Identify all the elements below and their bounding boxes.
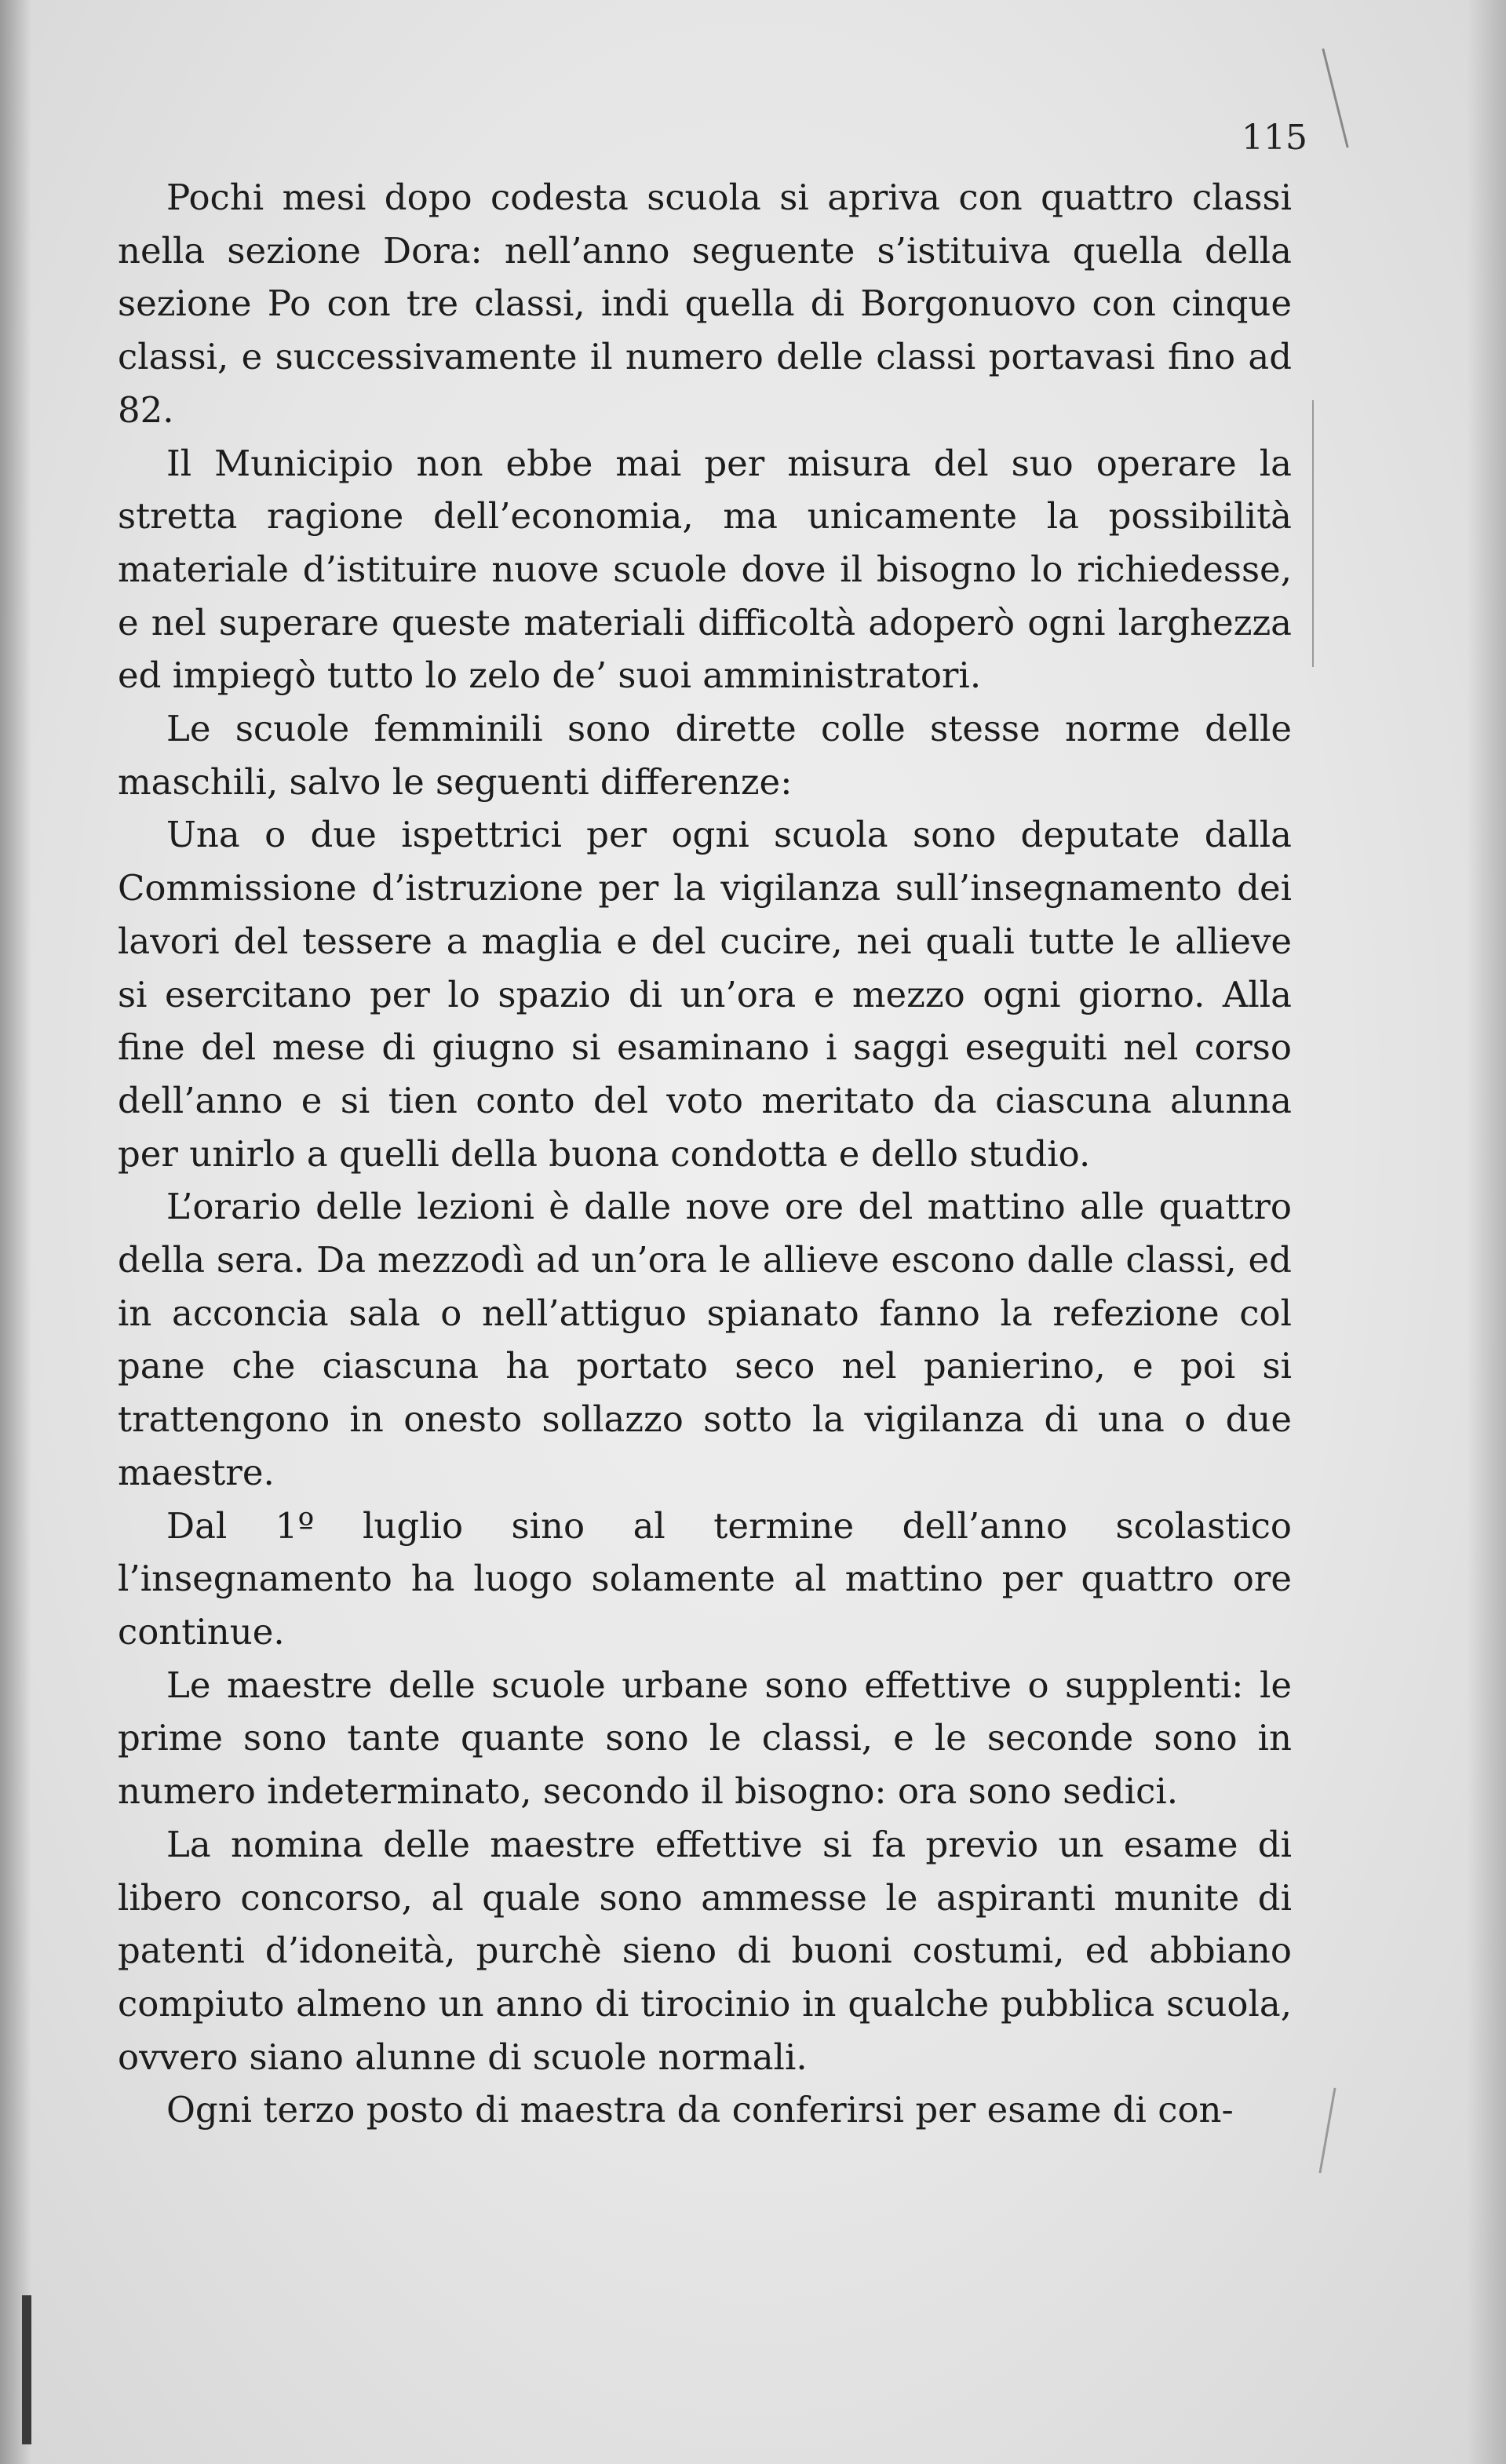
left-edge-shadow <box>0 0 31 2464</box>
pencil-mark-bottom-right <box>1318 2088 1336 2174</box>
pencil-mark-top-right <box>1322 49 1348 148</box>
pencil-mark-margin <box>1312 400 1314 667</box>
paragraph: Il Municipio non ebbe mai per misura del suo operare la stretta ragione dell’economia, ma unicamente la possibilità materiale d’istituire nuove scuole dove il bisogno lo richiedesse, e nel superare queste materiali difficoltà adoperò ogni larghezza ed impiegò tutto lo zelo de’ suoi amministratori. <box>118 442 1292 697</box>
paragraph: La nomina delle maestre effettive si fa previo un esame di libero concorso, al quale sono ammesse le aspiranti munite di patenti d’idoneità, purchè sieno di buoni costumi, ed abbiano compiuto almeno un anno di tirocinio in qualche pubblica scuola, ovvero siano alunne di scuole normali. <box>118 1823 1292 2078</box>
paragraph: Ogni terzo posto di maestra da conferirsi per esame di con- <box>166 2089 1234 2131</box>
body-text <box>118 171 1292 2137</box>
paragraph: Le scuole femminili sono dirette colle stesse norme delle maschili, salvo le seguenti differenze: <box>118 708 1292 803</box>
paragraph: Pochi mesi dopo codesta scuola si apriva con quattro classi nella sezione Dora: nell’anno seguente s’istituiva quella della sezione Po con tre classi, indi quella di Borgonuovo con cinque classi, e successivamente il numero delle classi portavasi fino ad 82. <box>118 177 1292 431</box>
paragraph: Una o due ispettrici per ogni scuola sono deputate dalla Commissione d’istruzione per la vigilanza sull’insegnamento dei lavori del tessere a maglia e del cucire, nei quali tutte le allieve si esercitano per lo spazio di un’ora e mezzo ogni giorno. Alla fine del mese di giugno si esaminano i saggi eseguiti nel corso dell’anno e si tien conto del voto meritato da ciascuna alunna per unirlo a quelli della buona condotta e dello studio. <box>118 814 1292 1175</box>
paragraph: L’orario delle lezioni è dalle nove ore del mattino alle quattro della sera. Da mezzodì ad un’ora le allieve escono dalle classi, ed in acconcia sala o nell’attiguo spianato fanno la refezione col pane che ciascuna ha portato seco nel panierino, e poi si trattengono in onesto sollazzo sotto la vigilanza di una o due maestre. <box>118 1186 1292 1493</box>
right-edge-shadow <box>1467 0 1506 2464</box>
paragraph: Dal 1º luglio sino al termine dell’anno scolastico l’insegnamento ha luogo solamente al mattino per quattro ore continue. <box>118 1504 1292 1653</box>
binding-mark-bottom-left <box>22 2295 31 2444</box>
paragraph: Le maestre delle scuole urbane sono effettive o supplenti: le prime sono tante quante sono le classi, e le seconde sono in numero indeterminato, secondo il bisogno: ora sono sedici. <box>118 1664 1292 1813</box>
page-number: 115 <box>1242 118 1307 158</box>
